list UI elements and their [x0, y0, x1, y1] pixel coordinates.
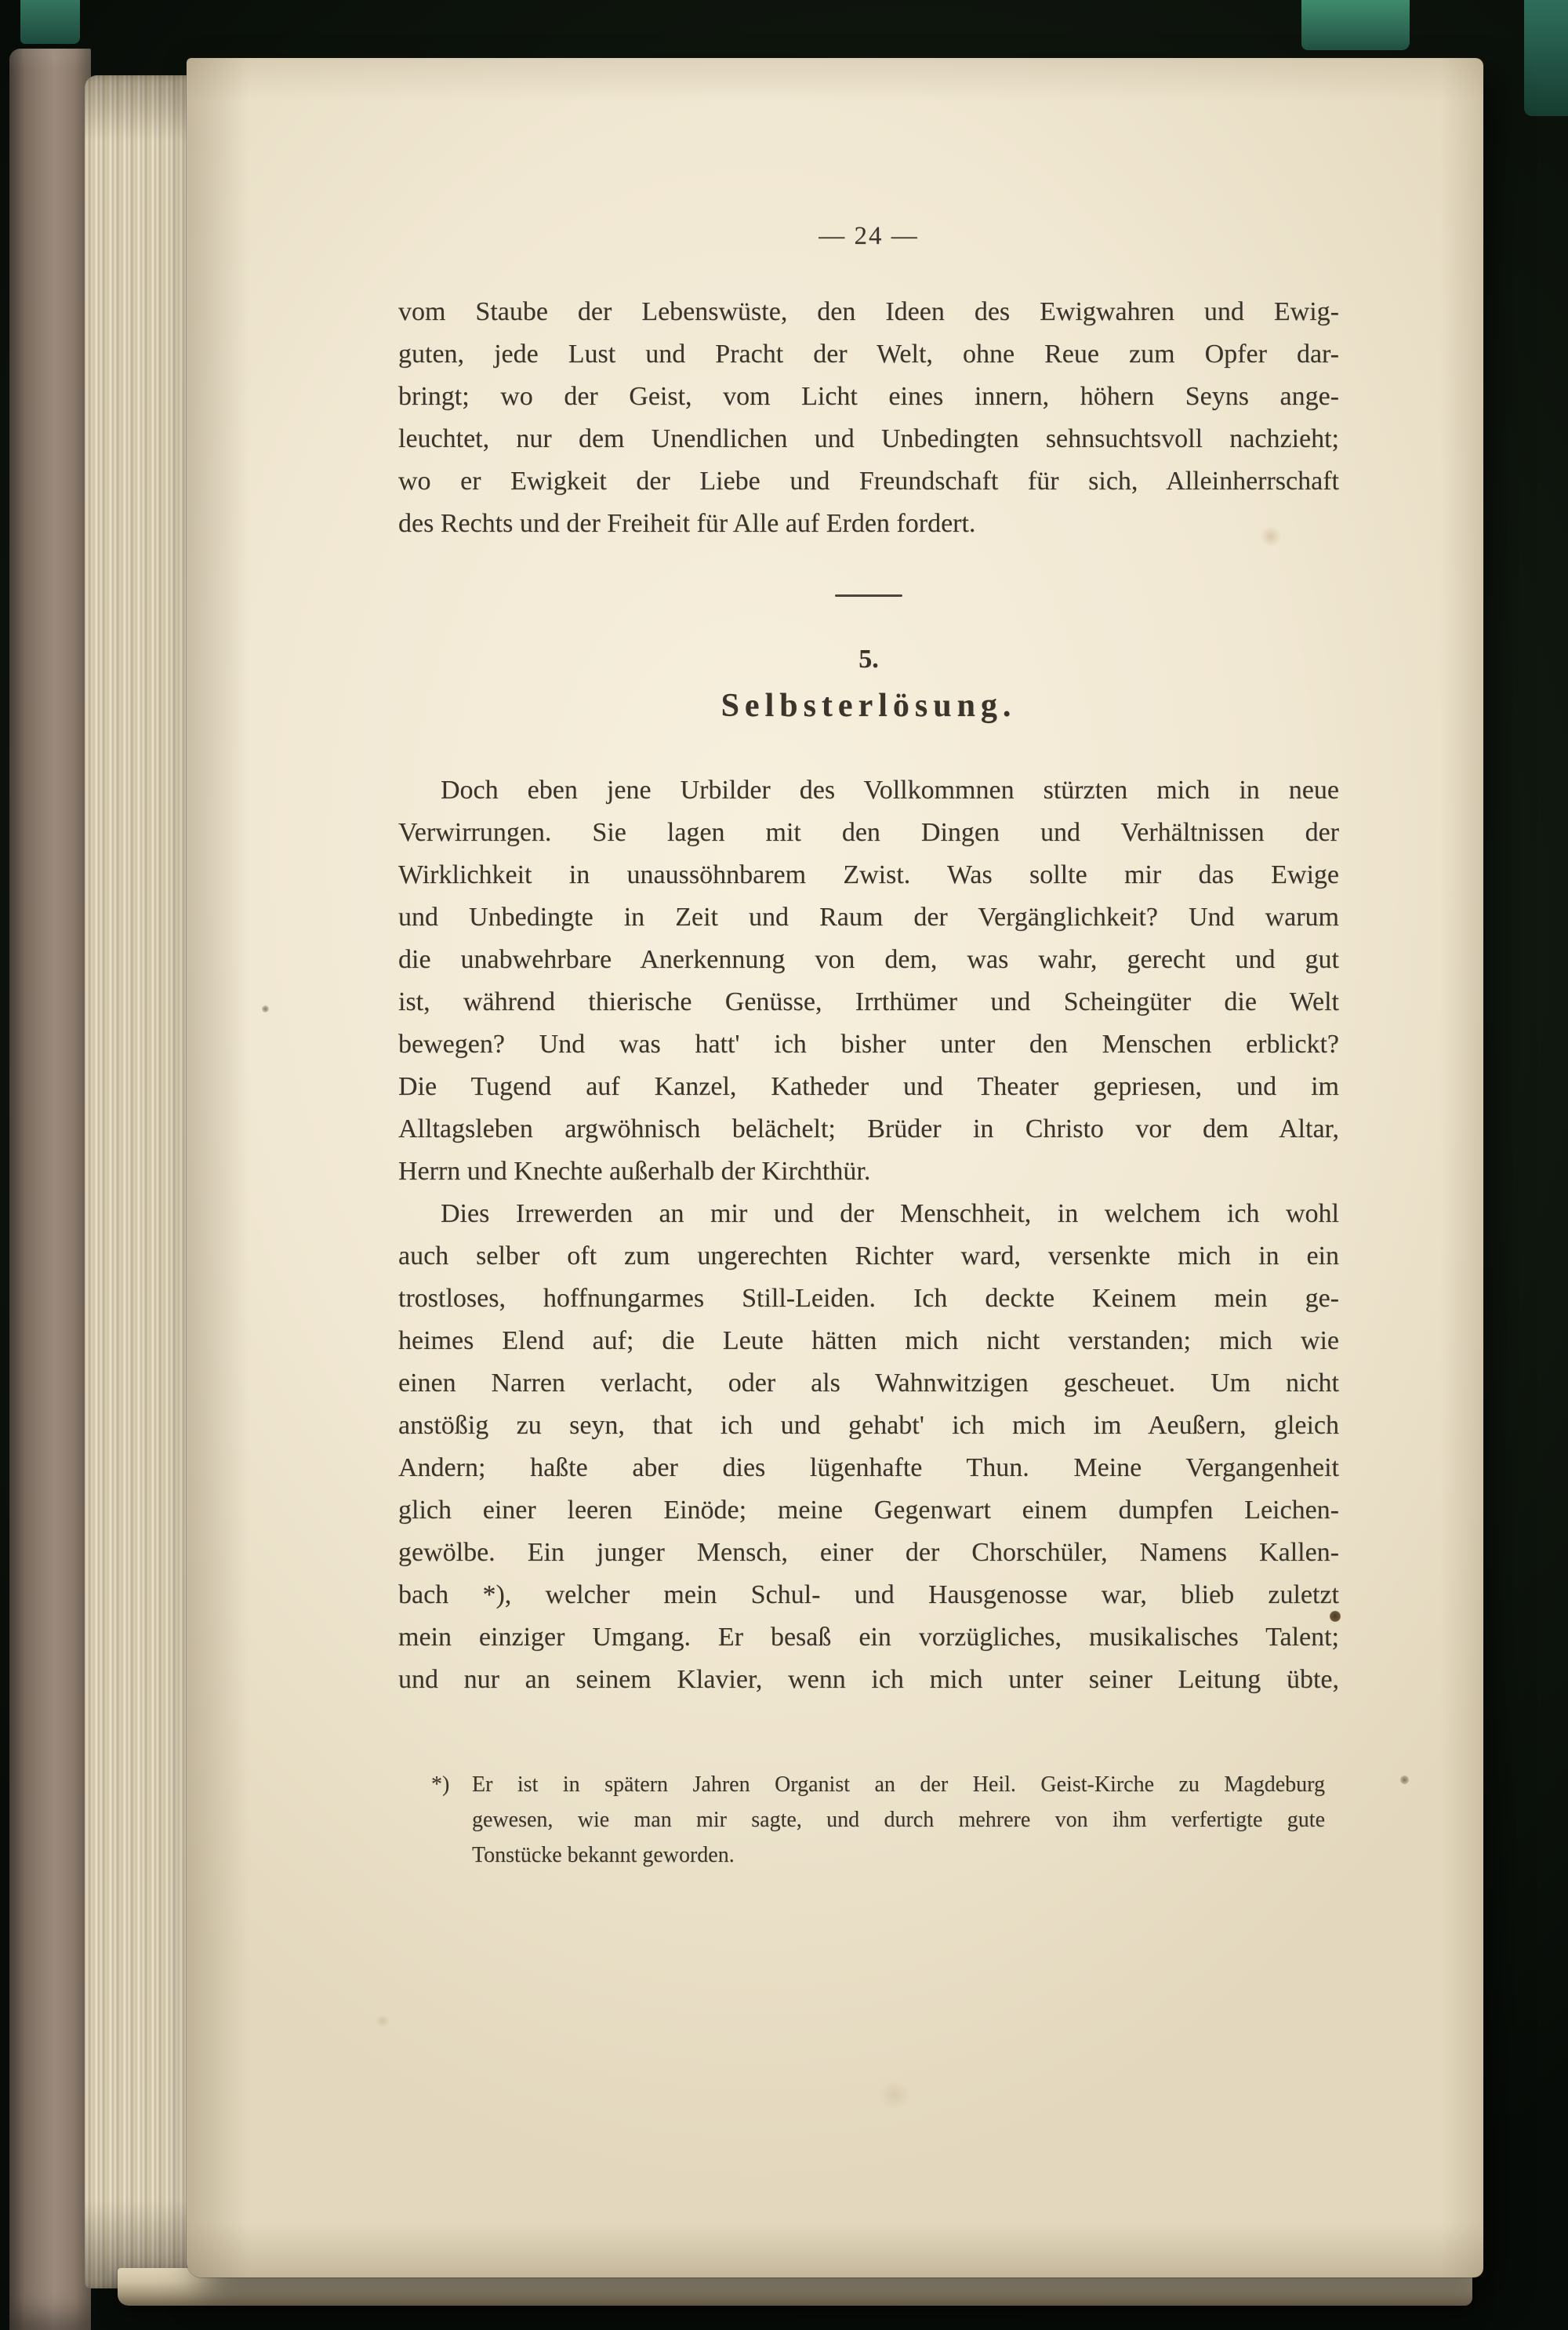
text-line: ist, während thierische Genüsse, Irrthümer und Scheingüter die Welt — [398, 987, 1339, 1016]
text-line: Dies Irrewerden an mir und der Menschheit, in welchem ich wohl — [441, 1199, 1339, 1228]
text-line: Doch eben jene Urbilder des Vollkommnen stürzten mich in neue — [441, 776, 1339, 805]
paragraph-continuation — [398, 291, 1339, 545]
text-line: Andern; haßte aber dies lügenhafte Thun. Meine Vergangenheit — [398, 1453, 1339, 1482]
background-cloth-patch-right — [1301, 0, 1410, 50]
text-line: Herrn und Knechte außerhalb der Kirchthür. — [398, 1157, 871, 1186]
footnote — [431, 1767, 1325, 1873]
footnote-line: Tonstücke bekannt geworden. — [472, 1843, 735, 1867]
text-line: Alltagsleben argwöhnisch belächelt; Brüder in Christo vor dem Altar, — [398, 1114, 1339, 1143]
background-cloth-patch-left — [20, 0, 80, 44]
text-line: glich einer leeren Einöde; meine Gegenwart einem dumpfen Leichen- — [398, 1496, 1339, 1525]
page-number — [398, 219, 1339, 253]
text-line: und Unbedingte in Zeit und Raum der Vergänglichkeit? Und warum — [398, 903, 1339, 932]
page-number-label: — 24 — — [818, 222, 919, 250]
text-line: bewegen? Und was hatt' ich bisher unter den Menschen erblickt? — [398, 1030, 1339, 1059]
paragraph-selbsterloesung-1 — [398, 769, 1339, 1193]
section-divider — [835, 594, 902, 597]
section-title: Selbsterlösung. — [720, 688, 1017, 724]
text-line: Verwirrungen. Sie lagen mit den Dingen und Verhältnissen der — [398, 818, 1339, 847]
text-line: gewölbe. Ein junger Mensch, einer der Chorschüler, Namens Kallen- — [398, 1538, 1339, 1567]
footnote-line: gewesen, wie man mir sagte, und durch mehrere von ihm verfertigte gute — [472, 1808, 1325, 1832]
text-line: leuchtet, nur dem Unendlichen und Unbedingten sehnsuchtsvoll nachzieht; — [398, 424, 1339, 453]
foxing-spot — [1400, 1776, 1409, 1784]
text-line: mein einziger Umgang. Er besaß ein vorzügliches, musikalisches Talent; — [398, 1623, 1339, 1652]
section-divider-wrap — [398, 587, 1339, 603]
text-line: Die Tugend auf Kanzel, Katheder und Theater gepriesen, und im — [398, 1072, 1339, 1101]
text-line: vom Staube der Lebenswüste, den Ideen des Ewigwahren und Ewig- — [398, 297, 1339, 326]
text-line: des Rechts und der Freiheit für Alle auf Erden fordert. — [398, 509, 976, 538]
text-line: die unabwehrbare Anerkennung von dem, was wahr, gerecht und gut — [398, 945, 1339, 974]
foxing-spot — [375, 2015, 390, 2027]
book-cover-edge — [9, 49, 91, 2330]
section-number: 5. — [858, 645, 879, 674]
foxing-spot — [262, 1005, 269, 1012]
text-line: heimes Elend auf; die Leute hätten mich nicht verstanden; mich wie — [398, 1326, 1339, 1355]
text-line: wo er Ewigkeit der Liebe und Freundschaft für sich, Alleinherrschaft — [398, 467, 1339, 496]
foxing-spot — [877, 2081, 913, 2108]
text-line: anstößig zu seyn, that ich und gehabt' ich mich im Aeußern, gleich — [398, 1411, 1339, 1440]
book-page — [187, 58, 1483, 2277]
page-edges-stack — [85, 75, 199, 2288]
text-column — [398, 219, 1339, 1873]
footnote-text: Er ist in spätern Jahren Organist an der Heil. Geist-Kirche zu Magdeburg — [472, 1772, 1325, 1797]
footnote-line — [431, 1767, 1325, 1802]
text-line: trostloses, hoffnungarmes Still-Leiden. Ich deckte Keinem mein ge- — [398, 1284, 1339, 1313]
text-line: bringt; wo der Geist, vom Licht eines innern, höhern Seyns ange- — [398, 382, 1339, 411]
text-line: auch selber oft zum ungerechten Richter ward, versenkte mich in ein — [398, 1241, 1339, 1270]
text-line: bach *), welcher mein Schul- und Hausgenosse war, blieb zuletzt — [398, 1580, 1339, 1609]
footnote-marker: *) — [431, 1772, 450, 1797]
text-line: Wirklichkeit in unaussöhnbarem Zwist. Was sollte mir das Ewige — [398, 860, 1339, 889]
text-line: und nur an seinem Klavier, wenn ich mich unter seiner Leitung übte, — [398, 1665, 1339, 1694]
paragraph-selbsterloesung-2 — [398, 1193, 1339, 1701]
text-line: einen Narren verlacht, oder als Wahnwitzigen gescheuet. Um nicht — [398, 1369, 1339, 1398]
text-line: guten, jede Lust und Pracht der Welt, ohne Reue zum Opfer dar- — [398, 340, 1339, 369]
background-cloth-patch-corner — [1524, 0, 1568, 116]
